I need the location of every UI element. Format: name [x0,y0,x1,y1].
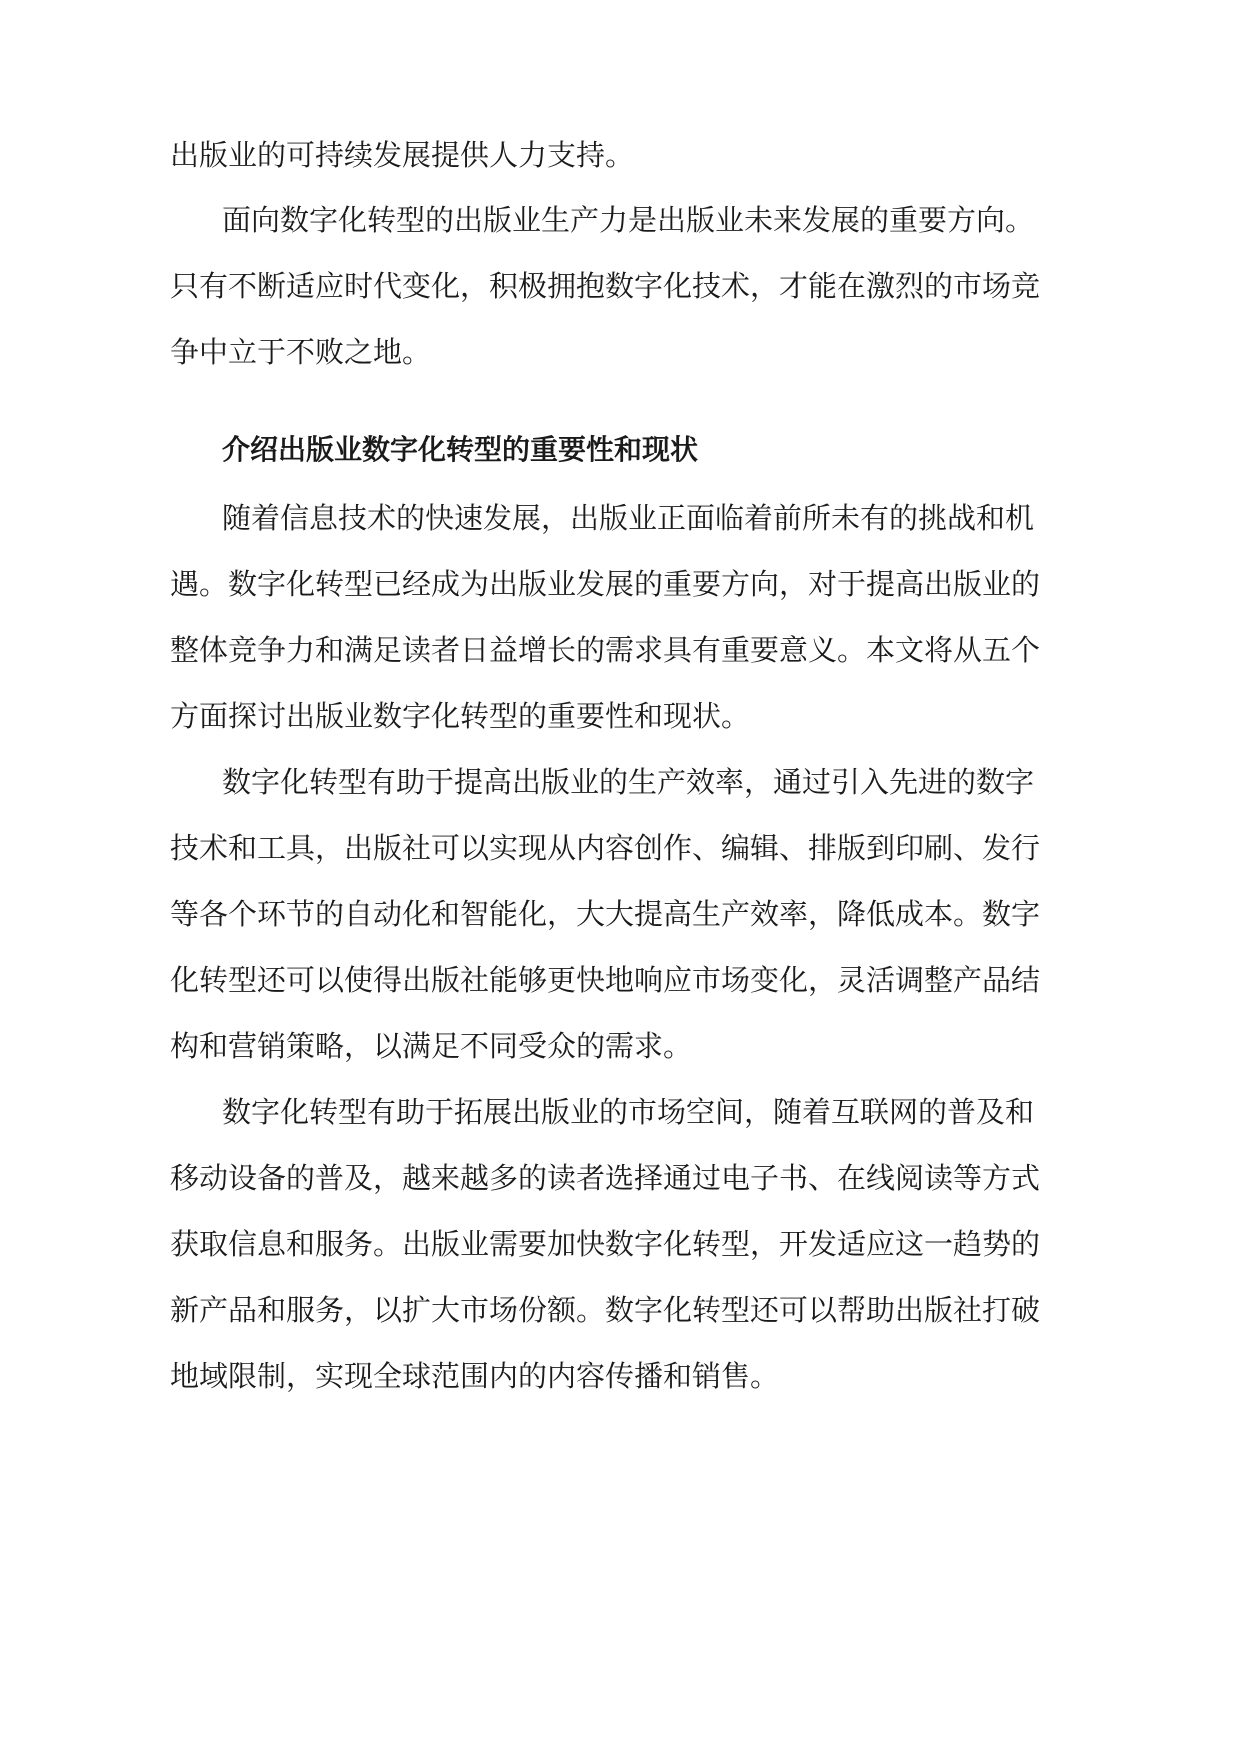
text-line: 地域限制，实现全球范围内的内容传播和销售。 [170,1359,780,1393]
text-line: 只有不断适应时代变化，积极拥抱数字化技术，才能在激烈的市场竞 [170,269,1041,303]
text-line: 等各个环节的自动化和智能化，大大提高生产效率，降低成本。数字 [170,897,1041,931]
text-line: 争中立于不败之地。 [170,335,432,369]
text-line: 出版业的可持续发展提供人力支持。 [170,138,635,172]
text-line: 获取信息和服务。出版业需要加快数字化转型，开发适应这一趋势的 [170,1227,1041,1261]
text-line: 数字化转型有助于提高出版业的生产效率，通过引入先进的数字 [222,765,1035,799]
text-line: 化转型还可以使得出版社能够更快地响应市场变化，灵活调整产品结 [170,963,1041,997]
text-line: 新产品和服务，以扩大市场份额。数字化转型还可以帮助出版社打破 [170,1293,1041,1327]
text-line: 技术和工具，出版社可以实现从内容创作、编辑、排版到印刷、发行 [170,831,1041,865]
text-line: 面向数字化转型的出版业生产力是出版业未来发展的重要方向。 [222,203,1035,237]
text-line: 整体竞争力和满足读者日益增长的需求具有重要意义。本文将从五个 [170,633,1041,667]
text-line: 数字化转型有助于拓展出版业的市场空间，随着互联网的普及和 [222,1095,1035,1129]
text-line: 构和营销策略，以满足不同受众的需求。 [170,1029,693,1063]
text-line: 遇。数字化转型已经成为出版业发展的重要方向，对于提高出版业的 [170,567,1041,601]
text-line: 随着信息技术的快速发展，出版业正面临着前所未有的挑战和机 [222,501,1035,535]
text-line: 移动设备的普及，越来越多的读者选择通过电子书、在线阅读等方式 [170,1161,1041,1195]
section-heading: 介绍出版业数字化转型的重要性和现状 [222,433,699,466]
text-line: 方面探讨出版业数字化转型的重要性和现状。 [170,699,751,733]
